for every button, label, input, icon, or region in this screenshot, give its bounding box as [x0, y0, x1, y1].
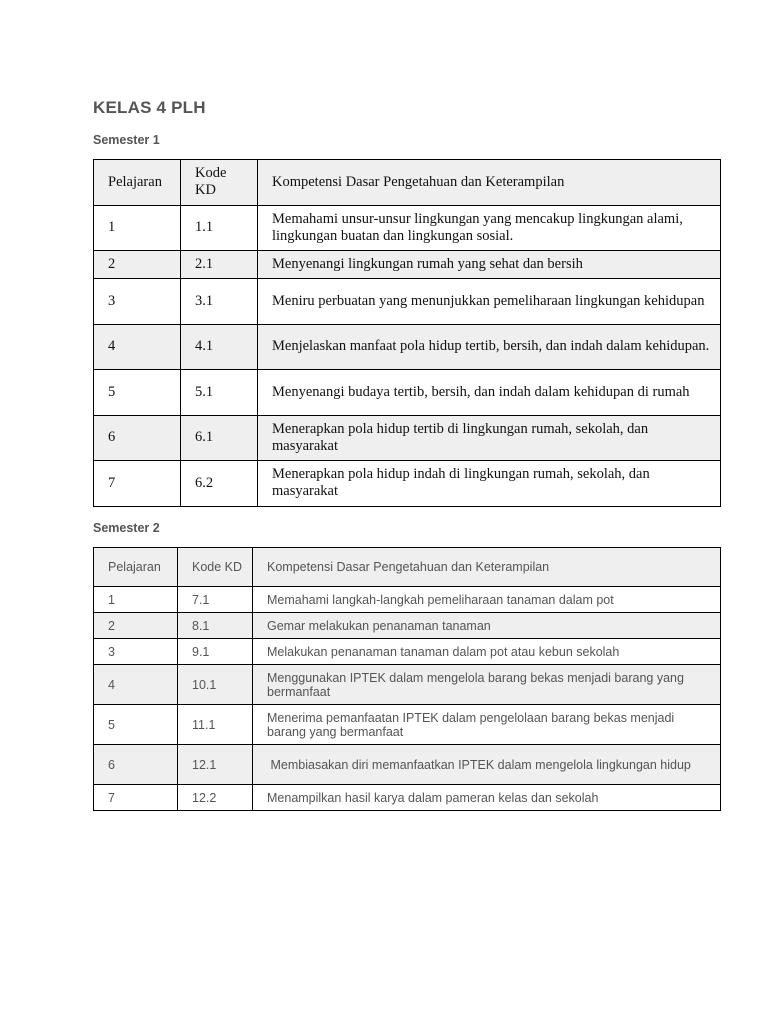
- cell-kompetensi: Menerima pemanfaatan IPTEK dalam pengelolaan barang bekas menjadi barang yang bermanfaat: [253, 705, 721, 745]
- cell-pelajaran: 1: [94, 205, 181, 251]
- table-row: [94, 279, 721, 325]
- cell-pelajaran: 2: [94, 251, 181, 279]
- column-header-pelajaran: Pelajaran: [94, 548, 178, 587]
- cell-pelajaran: 1: [94, 587, 178, 613]
- table-header-row: [94, 160, 721, 206]
- cell-kode-kd: 12.2: [178, 785, 253, 811]
- column-header-kompetensi: Kompetensi Dasar Pengetahuan dan Keterampilan: [253, 548, 721, 587]
- cell-kompetensi: Menerapkan pola hidup indah di lingkungan rumah, sekolah, dan masyarakat: [258, 461, 721, 507]
- cell-kode-kd: 6.2: [181, 461, 258, 507]
- table-row: [94, 587, 721, 613]
- table-row: [94, 251, 721, 279]
- cell-pelajaran: 7: [94, 785, 178, 811]
- cell-kode-kd: 9.1: [178, 639, 253, 665]
- table-header-row: [94, 548, 721, 587]
- cell-pelajaran: 6: [94, 415, 181, 461]
- cell-pelajaran: 3: [94, 279, 181, 325]
- column-header-pelajaran: Pelajaran: [94, 160, 181, 206]
- table-row: [94, 639, 721, 665]
- cell-pelajaran: 2: [94, 613, 178, 639]
- cell-kode-kd: 7.1: [178, 587, 253, 613]
- table-row: [94, 745, 721, 785]
- table-row: [94, 461, 721, 507]
- cell-kompetensi: Gemar melakukan penanaman tanaman: [253, 613, 721, 639]
- cell-kompetensi: Menggunakan IPTEK dalam mengelola barang bekas menjadi barang yang bermanfaat: [253, 665, 721, 705]
- cell-pelajaran: 7: [94, 461, 181, 507]
- table-row: [94, 415, 721, 461]
- cell-kompetensi: Menerapkan pola hidup tertib di lingkungan rumah, sekolah, dan masyarakat: [258, 415, 721, 461]
- cell-kode-kd: 1.1: [181, 205, 258, 251]
- semester-2-table: [93, 547, 721, 811]
- cell-kompetensi: Meniru perbuatan yang menunjukkan pemeliharaan lingkungan kehidupan: [258, 279, 721, 325]
- cell-kode-kd: 6.1: [181, 415, 258, 461]
- cell-kode-kd: 2.1: [181, 251, 258, 279]
- column-header-kode-kd: Kode KD: [181, 160, 258, 206]
- table-row: [94, 205, 721, 251]
- cell-kompetensi: Membiasakan diri memanfaatkan IPTEK dalam mengelola lingkungan hidup: [253, 745, 721, 785]
- cell-kompetensi: Menampilkan hasil karya dalam pameran kelas dan sekolah: [253, 785, 721, 811]
- cell-kode-kd: 4.1: [181, 324, 258, 370]
- cell-kode-kd: 11.1: [178, 705, 253, 745]
- cell-kode-kd: 10.1: [178, 665, 253, 705]
- cell-kompetensi: Menjelaskan manfaat pola hidup tertib, bersih, dan indah dalam kehidupan.: [258, 324, 721, 370]
- table-row: [94, 324, 721, 370]
- cell-kompetensi: Melakukan penanaman tanaman dalam pot atau kebun sekolah: [253, 639, 721, 665]
- semester-1-table: [93, 159, 721, 507]
- cell-pelajaran: 5: [94, 370, 181, 416]
- column-header-kompetensi: Kompetensi Dasar Pengetahuan dan Keterampilan: [258, 160, 721, 206]
- cell-kode-kd: 5.1: [181, 370, 258, 416]
- semester-1-heading: Semester 1: [93, 133, 160, 147]
- table-row: [94, 613, 721, 639]
- semester-2-heading: Semester 2: [93, 521, 160, 535]
- cell-pelajaran: 6: [94, 745, 178, 785]
- cell-kompetensi: Menyenangi lingkungan rumah yang sehat dan bersih: [258, 251, 721, 279]
- table-row: [94, 785, 721, 811]
- page-title: KELAS 4 PLH: [93, 98, 206, 117]
- cell-kompetensi: Menyenangi budaya tertib, bersih, dan indah dalam kehidupan di rumah: [258, 370, 721, 416]
- cell-kode-kd: 3.1: [181, 279, 258, 325]
- cell-pelajaran: 3: [94, 639, 178, 665]
- cell-kode-kd: 8.1: [178, 613, 253, 639]
- cell-pelajaran: 4: [94, 665, 178, 705]
- cell-pelajaran: 4: [94, 324, 181, 370]
- table-row: [94, 665, 721, 705]
- column-header-kode-kd: Kode KD: [178, 548, 253, 587]
- table-row: [94, 705, 721, 745]
- cell-kode-kd: 12.1: [178, 745, 253, 785]
- cell-pelajaran: 5: [94, 705, 178, 745]
- table-row: [94, 370, 721, 416]
- cell-kompetensi: Memahami unsur-unsur lingkungan yang mencakup lingkungan alami, lingkungan buatan dan lingkungan sosial.: [258, 205, 721, 251]
- cell-kompetensi: Memahami langkah-langkah pemeliharaan tanaman dalam pot: [253, 587, 721, 613]
